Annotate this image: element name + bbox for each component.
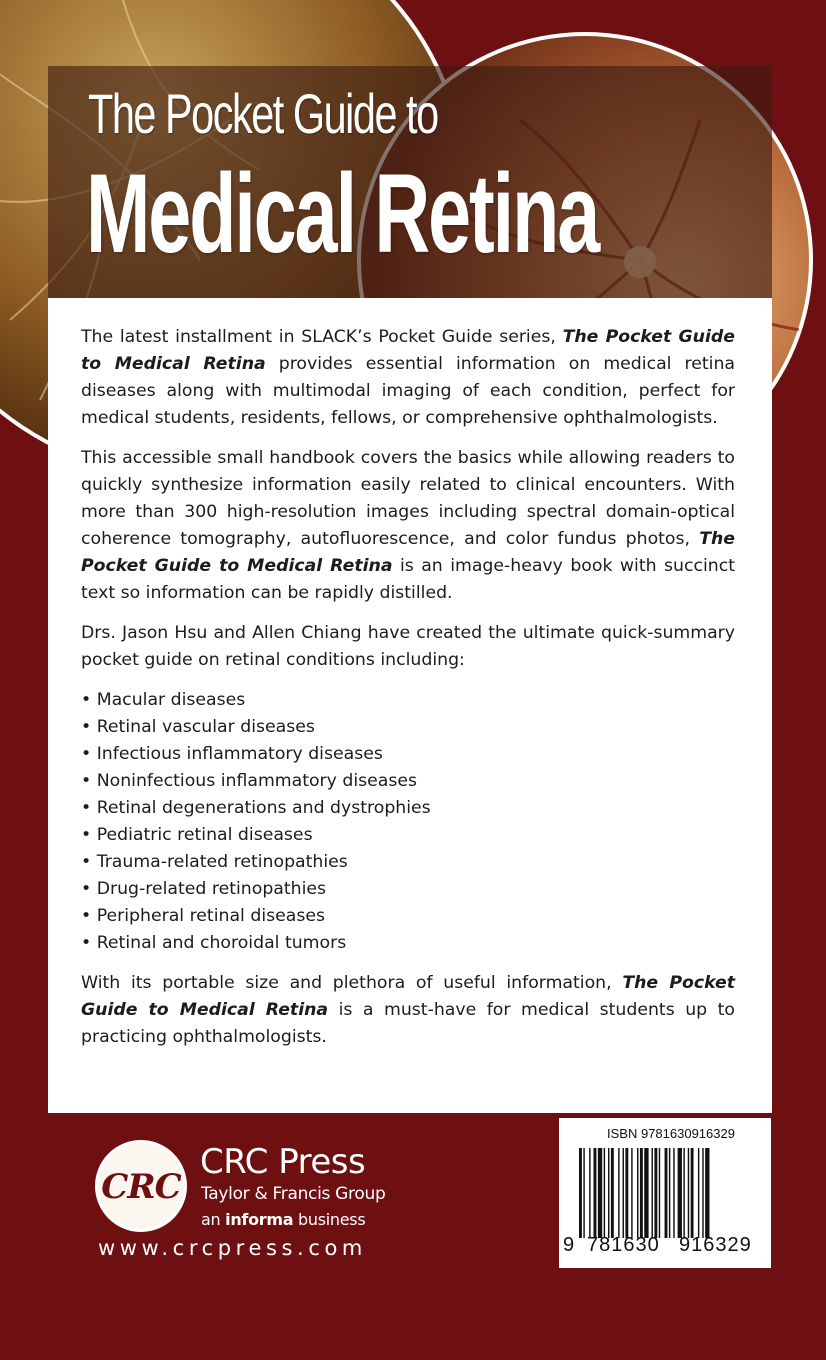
topic-item: • Noninfectious inflammatory diseases — [81, 768, 735, 795]
title-line-1: The Pocket Guide to — [88, 82, 438, 145]
topic-item: • Retinal and choroidal tumors — [81, 930, 735, 957]
barcode-bar — [665, 1148, 668, 1238]
barcode-bars — [577, 1148, 757, 1238]
description-paragraph-1 — [81, 324, 735, 432]
barcode-bar — [623, 1148, 624, 1238]
barcode-bar — [644, 1148, 648, 1238]
barcode-digits-right: 916329 — [679, 1234, 752, 1256]
topic-item: • Retinal vascular diseases — [81, 714, 735, 741]
barcode-bar — [691, 1148, 694, 1238]
book-title-emphasis: The Pocket Guide to Medical Retina — [81, 529, 735, 576]
description-paragraph-3: Drs. Jason Hsu and Allen Chiang have created the ultimate quick-summary pocket guide on retinal conditions including: — [81, 623, 735, 670]
tagline-text: business — [293, 1210, 366, 1229]
barcode-bar — [625, 1148, 628, 1238]
topics-list — [81, 687, 735, 957]
barcode-bar — [678, 1148, 682, 1238]
barcode-bar — [669, 1148, 670, 1238]
barcode-bar — [604, 1148, 605, 1238]
description-paragraph-4 — [81, 970, 735, 1051]
barcode-box — [559, 1118, 771, 1268]
paragraph-text: provides essential information on medical retina diseases along with multimodal imaging of each condition, perfect for medical students, residents, fellows, or comprehensive ophthalmologists. — [81, 354, 736, 428]
paragraph-text: is a must-have for medical students up to practicing ophthalmologists. — [81, 1000, 735, 1047]
barcode-bar — [640, 1148, 643, 1238]
paragraph-text: is an image-heavy book with succinct text so information can be rapidly distilled. — [81, 556, 735, 603]
topic-item: • Pediatric retinal diseases — [81, 822, 735, 849]
barcode-bar — [594, 1148, 597, 1238]
barcode-bar — [579, 1148, 582, 1238]
topic-item: • Retinal degenerations and dystrophies — [81, 795, 735, 822]
isbn-label: ISBN 9781630916329 — [607, 1126, 735, 1141]
barcode-bar — [583, 1148, 584, 1238]
topic-item: • Drug-related retinopathies — [81, 876, 735, 903]
tagline-bold: informa — [225, 1210, 294, 1229]
barcode-bar — [611, 1148, 614, 1238]
barcode-bar — [673, 1148, 674, 1238]
topic-item: • Peripheral retinal diseases — [81, 903, 735, 930]
crc-logo — [95, 1140, 187, 1232]
topic-item: • Macular diseases — [81, 687, 735, 714]
barcode-bar — [705, 1148, 709, 1238]
description-paragraph-2 — [81, 445, 735, 607]
barcode-bar — [598, 1148, 602, 1238]
book-title-emphasis: The Pocket Guide to Medical Retina — [81, 327, 735, 374]
paragraph-text: With its portable size and plethora of useful information, — [81, 973, 623, 993]
topic-item: • Trauma-related retinopathies — [81, 849, 735, 876]
barcode-bar — [608, 1148, 609, 1238]
title-line-2: Medical Retina — [86, 151, 599, 276]
barcode-bar — [702, 1148, 703, 1238]
barcode-bar — [698, 1148, 699, 1238]
barcode-bar — [654, 1148, 657, 1238]
barcode-digits-left: 781630 — [587, 1234, 660, 1256]
barcode-bar — [659, 1148, 660, 1238]
barcode-bar — [637, 1148, 638, 1238]
crc-logo-text: CRC — [101, 1167, 181, 1207]
title-band — [48, 66, 772, 298]
barcode-digit-first: 9 — [563, 1234, 575, 1256]
barcode-bar — [589, 1148, 590, 1238]
description-panel — [48, 298, 772, 1113]
barcode-bar — [688, 1148, 689, 1238]
topic-item: • Infectious inflammatory diseases — [81, 741, 735, 768]
publisher-tagline — [201, 1210, 365, 1229]
paragraph-text: The latest installment in SLACK’s Pocket Guide series, — [81, 327, 563, 347]
paragraph-text: This accessible small handbook covers the basics while allowing readers to quickly synthesize information easily related to clinical encounters. With more than 300 high-resolution images including spectral domain-optical coherence tomography, autofluorescence, and color fundus photos, — [81, 448, 735, 549]
barcode-bar — [618, 1148, 619, 1238]
barcode-bar — [652, 1148, 653, 1238]
tagline-text: an — [201, 1210, 226, 1229]
publisher-url: www.crcpress.com — [98, 1236, 367, 1260]
publisher-group: Taylor & Francis Group — [201, 1184, 386, 1204]
book-title-emphasis: The Pocket Guide to Medical Retina — [81, 973, 736, 1020]
barcode-bar — [631, 1148, 632, 1238]
barcode-bar — [683, 1148, 684, 1238]
publisher-name: CRC Press — [200, 1142, 366, 1182]
